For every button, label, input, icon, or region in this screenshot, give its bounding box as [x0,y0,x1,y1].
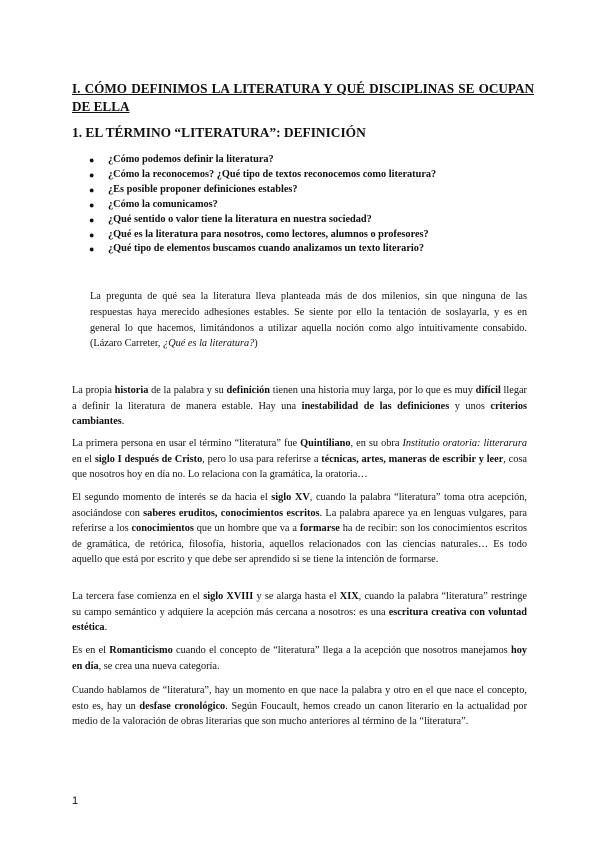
paragraph-siglo-xv: El segundo momento de interés se da hacia el siglo XV, cuando la palabra “literatura” toma otra acepción, asociándose con saberes eruditos, conocimientos escritos. La palabra aparece ya en lenguas vulgares, para referirse a los conocimientos que un hombre que va a formarse ha de recibir: son los conocimientos escritos de gramática, de retórica, filosofía, historia, aquellos relacionados con las ciencias naturales… Es todo aquello que está por escrito y que debe ser aprendido si se tiene la intención de formarse. [72,492,528,565]
bullet-icon: ● [89,199,95,210]
quote-source: ¿Qué es la literatura? [163,338,255,350]
list-item: ● ¿Cómo la comunicamos? [72,198,542,213]
list-item: ● ¿Es posible proponer definiciones estables? [72,183,542,198]
paragraph-history: La propia historia de la palabra y su definición tienen una historia muy larga, por lo que es muy difícil llegar a definir la literatura de manera estable. Hay una inestabilidad de las definiciones y unos criterios cambiantes. [72,385,528,427]
paragraph-foucault: Cuando hablamos de “literatura”, hay un momento en que nace la palabra y otro en el que nace el concepto, esto es, hay un desfase cronológico. Según Foucault, hemos creado un canon literario en la actualidad por medio de la valoración de obras literarias que son mucho anteriores al término de la “literatura”. [72,685,528,727]
question-list [72,153,542,257]
bullet-icon: ● [89,169,95,180]
bullet-icon: ● [89,214,95,225]
section-heading: 1. EL TÉRMINO “LITERATURA”: DEFINICIÓN [72,125,366,140]
list-item: ● ¿Qué sentido o valor tiene la literatura en nuestra sociedad? [72,213,542,228]
paragraph-romanticismo: Es en el Romanticismo cuando el concepto de “literatura” llega a la acepción que nosotros manejamos hoy en día, se crea una nueva categoría. [72,645,528,672]
page-number: 1 [72,795,79,807]
bullet-icon: ● [89,229,95,240]
list-item: ● ¿Cómo podemos definir la literatura? [72,153,542,168]
chapter-heading: I. CÓMO DEFINIMOS LA LITERATURA Y QUÉ DISCIPLINAS SE OCUPAN DE ELLA [72,81,534,114]
paragraph-siglo-xviii: La tercera fase comienza en el siglo XVIII y se alarga hasta el XIX, cuando la palabra “literatura” restringe su campo semántico y adquiere la acepción más cercana a nosotros: es una escritura creativa con voluntad estética. [72,591,528,633]
bullet-icon: ● [89,155,95,165]
list-item: ● ¿Qué es la literatura para nosotros, como lectores, alumnos o profesores? [72,228,542,243]
paragraph-quintiliano: La primera persona en usar el término “literatura” fue Quintiliano, en su obra Institutio oratoria: litterarura en el siglo I después de Cristo, pero lo usa para referirse a técnicas, artes, maneras de escribir y leer, cosa que nosotros hoy en día no. Lo relaciona con la gramática, la oratoria… [72,438,527,480]
bullet-icon: ● [89,184,95,195]
block-quote: La pregunta de qué sea la literatura lleva planteada más de dos milenios, sin que ninguna de las respuestas haya merecido adhesiones estables. Se siente por ello la tentación de soslayarla, y es en general lo que hacemos, limitándonos a utilizar aquella noción como algo intuitivamente consabido. (Lázaro Carreter, ¿Qué es la literatura?) [90,291,527,350]
bullet-icon: ● [89,244,95,255]
list-item: ● ¿Qué tipo de elementos buscamos cuando analizamos un texto literario? [72,242,542,257]
list-item: ● ¿Cómo la reconocemos? ¿Qué tipo de textos reconocemos como literatura? [72,168,542,183]
